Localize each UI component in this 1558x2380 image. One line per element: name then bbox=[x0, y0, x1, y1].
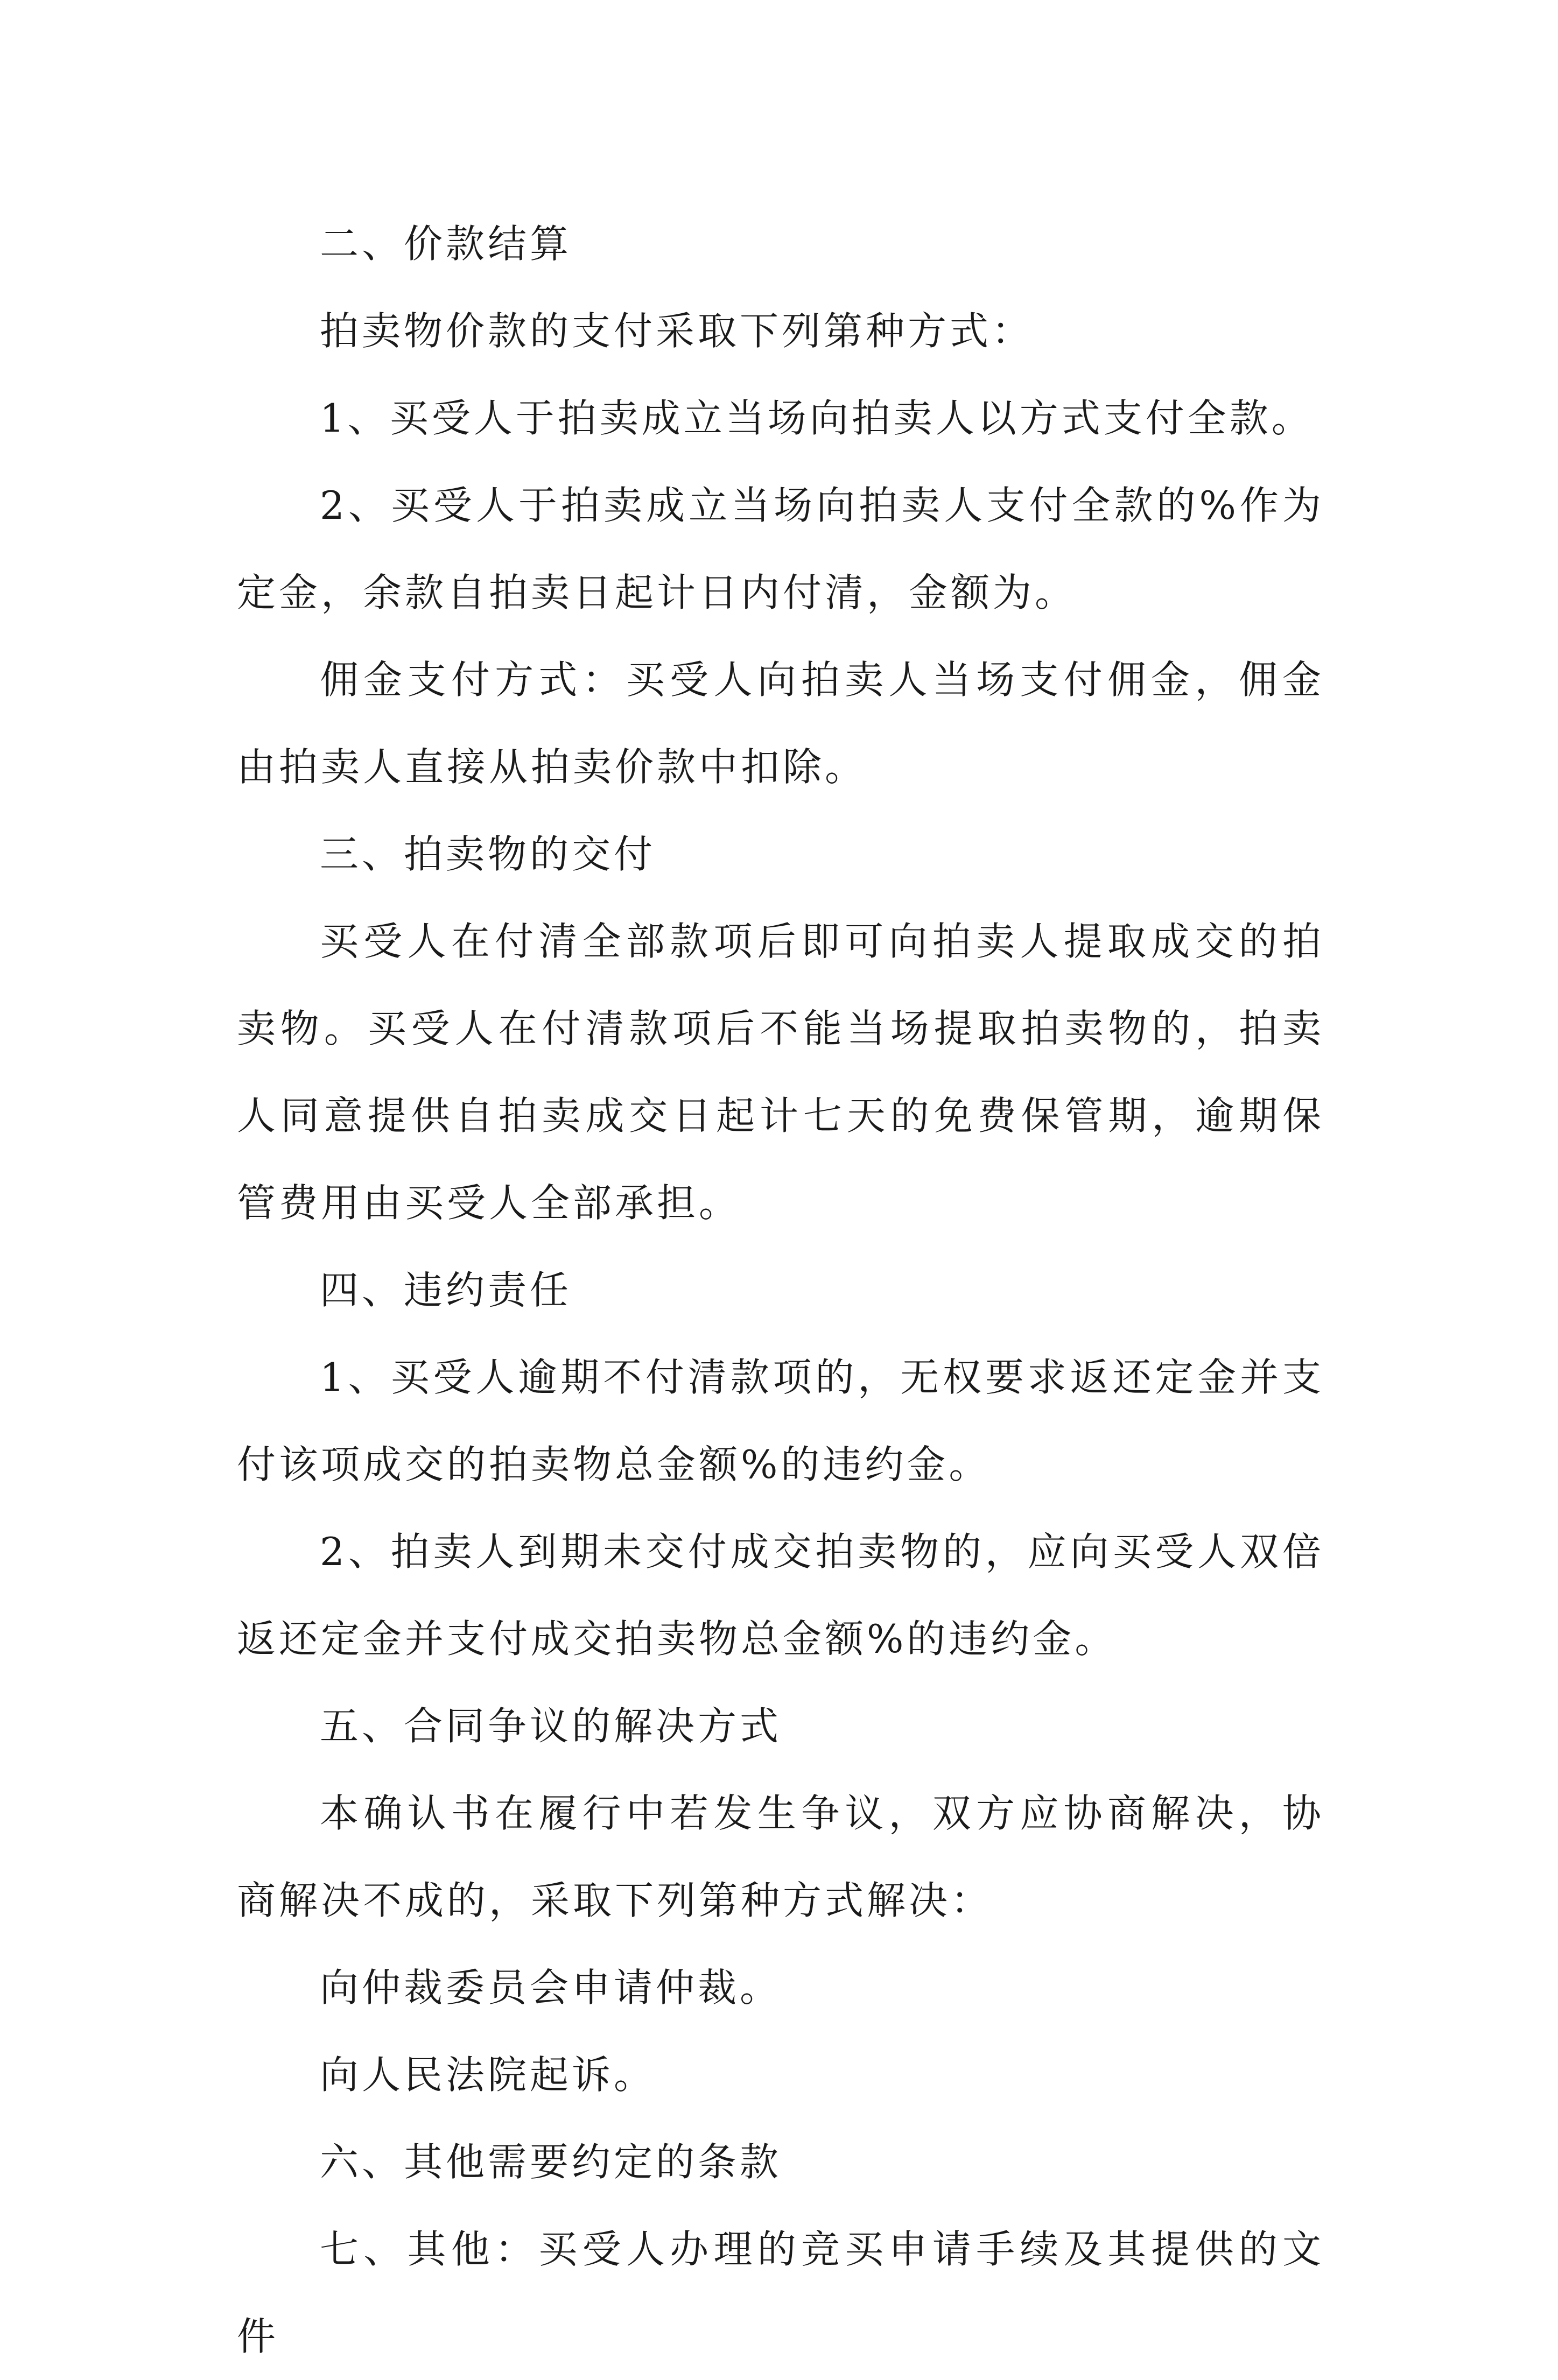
paragraph-dispute: 本确认书在履行中若发生争议，双方应协商解决，协商解决不成的，采取下列第种方式解决： bbox=[237, 1791, 1324, 1923]
paragraph-commission: 佣金支付方式：买受人向拍卖人当场支付佣金，佣金由拍卖人直接从拍卖价款中扣除。 bbox=[237, 657, 1324, 790]
section-heading-other: 七、其他：买受人办理的竞买申请手续及其提供的文件 bbox=[237, 2227, 1324, 2359]
section-heading-other-terms: 六、其他需要约定的条款 bbox=[320, 2139, 782, 2185]
paragraph-liability-auctioneer: 2、拍卖人到期未交付成交拍卖物的，应向买受人双倍返还定金并支付成交拍卖物总金额%的违约金。 bbox=[237, 1529, 1324, 1661]
paragraph-payment-method: 拍卖物价款的支付采取下列第种方式： bbox=[320, 308, 1034, 354]
section-heading-liability: 四、违约责任 bbox=[320, 1268, 572, 1313]
paragraph-liability-buyer: 1、买受人逾期不付清款项的，无权要求返还定金并支付该项成交的拍卖物总金额%的违约金。 bbox=[237, 1355, 1324, 1487]
section-heading-delivery: 三、拍卖物的交付 bbox=[320, 832, 656, 877]
paragraph-delivery: 买受人在付清全部款项后即可向拍卖人提取成交的拍卖物。买受人在付清款项后不能当场提取拍卖物的，拍卖人同意提供自拍卖成交日起计七天的免费保管期，逾期保管费用由买受人全部承担。 bbox=[237, 919, 1324, 1226]
section-heading-payment: 二、价款结算 bbox=[320, 221, 572, 266]
paragraph-payment-option-1: 1、买受人于拍卖成立当场向拍卖人以方式支付全款。 bbox=[320, 396, 1314, 441]
paragraph-dispute-arbitration: 向仲裁委员会申请仲裁。 bbox=[320, 1965, 782, 2010]
document-body bbox=[237, 200, 1324, 2380]
paragraph-dispute-court: 向人民法院起诉。 bbox=[320, 2052, 656, 2097]
section-heading-dispute: 五、合同争议的解决方式 bbox=[320, 1703, 782, 1749]
paragraph-payment-option-2: 2、买受人于拍卖成立当场向拍卖人支付全款的%作为定金，余款自拍卖日起计日内付清，金额为。 bbox=[237, 483, 1324, 615]
